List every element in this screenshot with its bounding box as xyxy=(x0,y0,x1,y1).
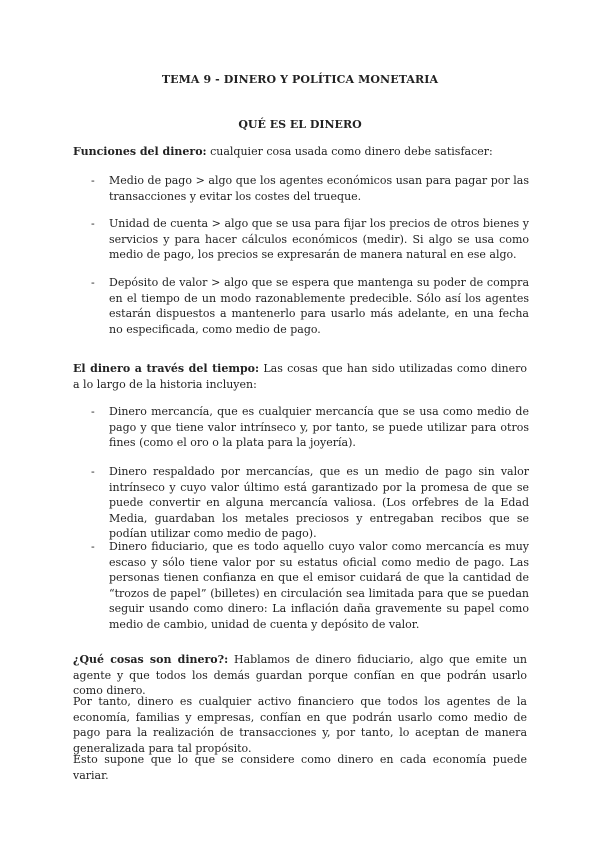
que-cosas-text: Hablamos de dinero fiduciario, algo que emite un agente y que todos los demás guardan porque confían en que podrán usarlo como dinero. xyxy=(73,653,527,697)
list-item-text: Dinero respaldado por mercancías, que es un medio de pago sin valor intrínseco y cuyo valor último está garantizado por la promesa de que se puede convertir en alguna mercancía valiosa. (Los orfebres de la Edad Media, guardaban los metales preciosos y entregaban recibos que se podían utilizar como medio de pago). xyxy=(109,465,529,540)
list-item xyxy=(91,216,529,263)
list-item xyxy=(91,539,529,632)
list-item-text: Unidad de cuenta > algo que se usa para fijar los precios de otros bienes y servicios y para hacer cálculos económicos (medir). Si algo se usa como medio de pago, los precios se expresarán de manera natural en ese algo. xyxy=(109,217,529,261)
por-tanto-paragraph: Por tanto, dinero es cualquier activo financiero que todos los agentes de la economía, familias y empresas, confían en que podrán usarlo como medio de pago para la realización de transacciones y, por tanto, lo aceptan de manera generalizada para tal propósito. xyxy=(73,695,527,755)
document-title: TEMA 9 - DINERO Y POLÍTICA MONETARIA xyxy=(161,73,439,86)
section-title: QUÉ ES EL DINERO xyxy=(238,118,362,131)
list-item xyxy=(91,404,529,451)
list-dash: - xyxy=(91,276,95,289)
list-dash: - xyxy=(91,405,95,418)
tiempo-paragraph xyxy=(73,361,527,392)
list-item xyxy=(91,173,529,204)
list-item xyxy=(91,464,529,542)
list-dash: - xyxy=(91,217,95,230)
list-item-text: Dinero fiduciario, que es todo aquello cuyo valor como mercancía es muy escaso y sólo tiene valor por su estatus oficial como medio de pago. Las personas tienen confianza en que el emisor cuidará de que la cantidad de “trozos de papel” (billetes) en circulación sea limitada para que se puedan seguir usando como dinero: La inflación daña gravemente su papel como medio de cambio, unidad de cuenta y depósito de valor. xyxy=(109,540,529,631)
list-dash: - xyxy=(91,540,95,553)
que-cosas-heading: ¿Qué cosas son dinero?: xyxy=(73,653,229,666)
list-item xyxy=(91,275,529,337)
que-cosas-paragraph xyxy=(73,652,527,699)
funciones-heading: Funciones del dinero: xyxy=(73,145,207,158)
list-item-text: Depósito de valor > algo que se espera que mantenga su poder de compra en el tiempo de un modo razonablemente predecible. Sólo así los agentes estarán dispuestos a mantenerlo para usarlo más adelante, en una fecha no especificada, como medio de pago. xyxy=(109,276,529,336)
tiempo-heading: El dinero a través del tiempo: xyxy=(73,362,260,375)
list-dash: - xyxy=(91,174,95,187)
list-item-text: Medio de pago > algo que los agentes económicos usan para pagar por las transacciones y evitar los costes del trueque. xyxy=(109,174,529,203)
list-dash: - xyxy=(91,465,95,478)
funciones-intro: cualquier cosa usada como dinero debe satisfacer: xyxy=(206,145,493,158)
esto-supone-paragraph: Esto supone que lo que se considere como dinero en cada economía puede variar. xyxy=(73,753,527,782)
list-item-text: Dinero mercancía, que es cualquier mercancía que se usa como medio de pago y que tiene valor intrínseco y, por tanto, se puede utilizar para otros fines (como el oro o la plata para la joyería). xyxy=(109,405,529,449)
funciones-paragraph xyxy=(73,144,527,160)
tiempo-intro: Las cosas que han sido utilizadas como dinero a lo largo de la historia incluyen: xyxy=(73,362,527,391)
